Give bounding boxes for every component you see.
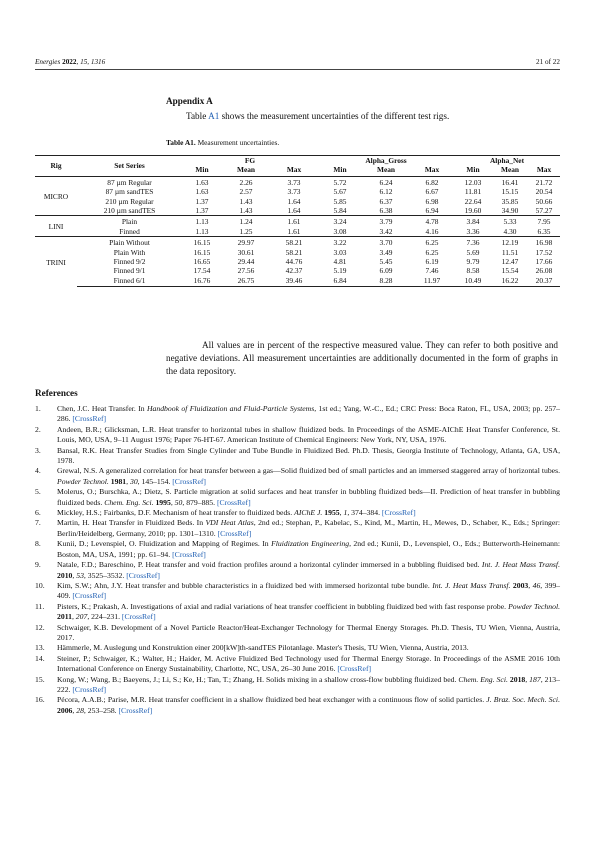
subcol-header: Max xyxy=(536,165,552,175)
value-cell: 11.97 xyxy=(410,276,454,287)
value-cell: 20.37 xyxy=(528,276,560,287)
value-cell: 3.79 xyxy=(362,216,410,227)
subcol-header: Mean xyxy=(500,165,520,175)
value-cell: 29.44 xyxy=(237,257,255,267)
group-header-alpha-gross: Alpha_Gross xyxy=(318,156,454,166)
value-cell: 16.41 xyxy=(492,176,528,187)
reference-item xyxy=(35,425,560,446)
value-cell: 11.51 xyxy=(501,247,519,257)
reference-item xyxy=(35,404,560,425)
rig-name-cell: TRINI xyxy=(35,237,77,287)
value-cell: 5.72 xyxy=(318,176,362,187)
journal-citation xyxy=(35,58,105,66)
value-cell: 4.81 xyxy=(333,257,347,267)
value-cell: 5.67 xyxy=(333,187,347,197)
reference-number: 5. xyxy=(35,487,41,497)
value-cell: 50.66 xyxy=(535,196,553,206)
reference-italic: Int. J. Heat Mass Transf. xyxy=(432,580,511,590)
reference-text: , xyxy=(339,508,344,518)
subcol-header: Mean xyxy=(376,165,396,175)
subcol-header: Min xyxy=(195,165,209,175)
value-cell: 26.08 xyxy=(535,266,553,276)
table-row xyxy=(35,187,560,196)
value-cell: 4.16 xyxy=(425,226,439,236)
reference-number: 6. xyxy=(35,508,41,518)
value-cell: 1.61 xyxy=(287,226,301,236)
appendix-text-after: shows the measurement uncertainties of the different test rigs. xyxy=(219,111,450,121)
reference-item xyxy=(35,675,560,696)
appendix-title: Appendix A xyxy=(166,96,213,106)
reference-text: Bansal, R.K. Heat Transfer Studies from Single Cylinder and Tube Bundle in Fluidized Bed. Ph.D. Thesis, Georgia Institute of Technology, Atlanta, GA, USA, 1978. xyxy=(57,445,560,466)
value-cell: 16.98 xyxy=(528,237,560,248)
value-cell: 27.56 xyxy=(237,266,255,276)
reference-year: 2011 xyxy=(57,612,72,622)
crossref-link[interactable]: [CrossRef] xyxy=(126,570,160,580)
reference-italic: AIChE J. xyxy=(294,508,323,518)
reference-text: Andeen, B.R.; Glicksman, L.R. Heat transfer to horizontal tubes in shallow fluidized beds. In Proceedings of the ASME-AIChE Heat Transfer Conference, St. Louis, MO, USA, 9–11 August 1976; Paper 76-HT-67. American Institute of Chemical Engineers: New York, NY, USA, 1976. xyxy=(57,424,560,445)
reference-italic: 53 xyxy=(76,570,84,580)
reference-item xyxy=(35,539,560,560)
reference-text: Molerus, O.; Burschka, A.; Dietz, S. Particle migration at solid surfaces and heat transfer in bubbling fluidized beds—II. Prediction of heat transfer in bubbling fluidized beds. xyxy=(57,487,560,507)
reference-item xyxy=(35,695,560,716)
set-series-cell: 210 µm Regular xyxy=(105,196,154,206)
reference-text: , 399–409. xyxy=(57,580,561,601)
uncertainty-table xyxy=(35,155,560,287)
value-cell: 11.81 xyxy=(464,187,482,197)
crossref-link[interactable]: [CrossRef] xyxy=(121,612,156,622)
reference-item xyxy=(35,466,560,487)
page-number: 21 of 22 xyxy=(536,58,560,66)
value-cell: 29.97 xyxy=(222,237,270,248)
value-cell: 3.22 xyxy=(318,237,362,248)
reference-item xyxy=(35,446,560,467)
reference-italic: Chem. Eng. Sci. xyxy=(104,497,154,507)
reference-text: Martin, H. Heat Transfer in Fluidized Beds. In xyxy=(57,518,206,528)
value-cell: 1.43 xyxy=(239,206,253,216)
crossref-link[interactable]: [CrossRef] xyxy=(216,497,251,507)
table-caption-text: Measurement uncertainties. xyxy=(195,138,280,147)
table-note: All values are in percent of the respective measured value. They can refer to both positive and negative deviations. All measurement uncertainties are additionally documented in the form of graphs in the data repository. xyxy=(166,340,558,376)
table-row xyxy=(35,276,560,287)
table-link[interactable]: A1 xyxy=(208,111,220,121)
value-cell: 3.03 xyxy=(333,247,347,257)
value-cell: 6.84 xyxy=(318,276,362,287)
rig-name-cell: LINI xyxy=(35,216,77,237)
value-cell: 5.84 xyxy=(333,206,347,216)
value-cell: 3.70 xyxy=(362,237,410,248)
table-header-row-1 xyxy=(35,156,560,166)
value-cell: 1.37 xyxy=(195,206,209,216)
value-cell: 6.67 xyxy=(425,187,439,197)
reference-text: , 213–222. xyxy=(57,674,560,694)
reference-italic: 28 xyxy=(76,705,84,715)
value-cell: 4.78 xyxy=(410,216,454,227)
value-cell: 20.54 xyxy=(535,187,553,197)
reference-text: Grewal, N.S. A generalized correlation for heat transfer between a gas—Solid fluidized bed of small particles and an immersed staggered array of horizontal tubes. xyxy=(57,466,560,476)
value-cell: 4.30 xyxy=(503,226,517,236)
reference-year: 2018 xyxy=(509,674,526,684)
value-cell: 6.38 xyxy=(379,206,393,216)
value-cell: 7.36 xyxy=(454,237,492,248)
reference-number: 9. xyxy=(35,560,41,570)
reference-year: 2010 xyxy=(57,570,73,580)
reference-text: , 3525–3532. xyxy=(83,570,127,580)
reference-year: 2006 xyxy=(57,705,73,715)
value-cell: 12.47 xyxy=(501,257,519,267)
value-cell: 7.95 xyxy=(528,216,560,227)
reference-text: , xyxy=(528,580,533,590)
value-cell: 5.69 xyxy=(466,247,480,257)
crossref-link[interactable]: [CrossRef] xyxy=(172,549,206,559)
value-cell: 39.46 xyxy=(270,276,318,287)
set-series-cell: Plain With xyxy=(113,247,146,257)
value-cell: 3.36 xyxy=(466,226,480,236)
value-cell: 1.61 xyxy=(270,216,318,227)
reference-italic: 1 xyxy=(343,508,348,518)
value-cell: 15.54 xyxy=(501,266,519,276)
reference-italic: J. Braz. Soc. Mech. Sci. xyxy=(486,695,560,705)
value-cell: 22.64 xyxy=(464,196,482,206)
reference-italic: 46 xyxy=(532,580,541,590)
reference-text: , xyxy=(525,674,530,684)
value-cell: 6.25 xyxy=(425,247,439,257)
crossref-link[interactable]: [CrossRef] xyxy=(381,508,416,518)
table-row xyxy=(35,197,560,206)
value-cell: 1.24 xyxy=(222,216,270,227)
value-cell: 5.19 xyxy=(333,266,347,276)
value-cell: 3.73 xyxy=(270,176,318,187)
reference-text: , 1st ed.; Yang, W.-C., Ed.; CRC Press: Boca Raton, FL, USA, 2003; pp. 257–286. xyxy=(57,404,560,424)
value-cell: 6.25 xyxy=(410,237,454,248)
value-cell: 44.76 xyxy=(285,257,303,267)
crossref-link[interactable]: [CrossRef] xyxy=(217,528,252,538)
reference-item xyxy=(35,643,560,653)
reference-number: 2. xyxy=(35,424,41,434)
value-cell: 12.19 xyxy=(492,237,528,248)
reference-year: 1955 xyxy=(324,508,340,518)
reference-number: 12. xyxy=(35,622,45,632)
reference-item xyxy=(35,518,560,539)
reference-number: 8. xyxy=(35,539,41,549)
value-cell: 1.63 xyxy=(195,187,209,197)
reference-italic: 50 xyxy=(174,497,183,507)
value-cell: 1.63 xyxy=(182,176,222,187)
reference-item xyxy=(35,508,560,518)
subcol-header: Max xyxy=(424,165,440,175)
reference-text: Pécora, A.A.B.; Parise, M.R. Heat transfer coefficient in a shallow fluidized bed heat exchanger with a continuous flow of solid particles. xyxy=(57,695,487,705)
reference-text: Chen, J.C. Heat Transfer. In xyxy=(57,404,147,413)
table-row xyxy=(35,257,560,266)
set-series-cell: Plain Without xyxy=(77,237,182,248)
crossref-link[interactable]: [CrossRef] xyxy=(337,664,372,674)
value-cell: 17.52 xyxy=(535,247,553,257)
value-cell: 5.45 xyxy=(379,257,393,267)
value-cell: 3.24 xyxy=(318,216,362,227)
reference-text: Pisters, K.; Prakash, A. Investigations of axial and radial variations of heat transfer coefficient in bubbling fluidized bed with fast response probe. xyxy=(57,601,509,611)
reference-text: , xyxy=(126,476,130,486)
value-cell: 6.12 xyxy=(379,187,393,197)
value-cell: 34.90 xyxy=(501,206,519,216)
value-cell: 6.35 xyxy=(537,226,551,236)
value-cell: 9.79 xyxy=(466,257,480,267)
value-cell: 42.37 xyxy=(285,266,303,276)
reference-number: 10. xyxy=(35,580,45,590)
value-cell: 5.33 xyxy=(492,216,528,227)
value-cell: 15.15 xyxy=(501,187,519,197)
value-cell: 1.64 xyxy=(287,206,301,216)
journal-year: 2022 xyxy=(62,58,77,66)
value-cell: 5.85 xyxy=(333,196,347,206)
set-series-cell: Finned 9/2 xyxy=(113,257,146,267)
reference-item xyxy=(35,560,560,581)
reference-item xyxy=(35,581,560,602)
references-list xyxy=(35,404,560,716)
table-caption xyxy=(166,138,279,147)
value-cell: 3.84 xyxy=(454,216,492,227)
crossref-link[interactable]: [CrossRef] xyxy=(72,414,107,424)
group-header-fg: FG xyxy=(182,156,318,166)
crossref-link[interactable]: [CrossRef] xyxy=(72,591,107,601)
reference-italic: 187 xyxy=(529,674,541,684)
value-cell: 1.13 xyxy=(182,216,222,227)
subcol-header: Max xyxy=(286,165,302,175)
table-row xyxy=(35,237,560,248)
reference-text: Kim, S.W.; Ahn, J.Y. Heat transfer and bubble characteristics in a fluidized bed with immersed horizontal tube bundle. xyxy=(57,580,433,590)
value-cell: 2.26 xyxy=(222,176,270,187)
set-series-cell: 87 µm sandTES xyxy=(105,187,154,197)
reference-text: , 145–154. xyxy=(137,476,173,486)
value-cell: 10.49 xyxy=(454,276,492,287)
reference-italic: 207 xyxy=(75,612,88,622)
reference-text: Steiner, P.; Schwaiger, K.; Walter, H.; Haider, M. Active Fluidized Bed Technology used for Thermal Energy Storage. In Proceedings of the ASME 2016 10th International Conference on Energy Sustainability, Charlotte, NC, USA, 26–30 June 2016. xyxy=(57,653,560,674)
value-cell: 1.25 xyxy=(239,226,253,236)
reference-year: 2003 xyxy=(512,580,529,590)
group-header-alpha-net: Alpha_Net xyxy=(454,156,560,166)
value-cell: 16.65 xyxy=(193,257,211,267)
journal-volume: , 15, 1316 xyxy=(76,58,106,66)
reference-text: , 224–231. xyxy=(87,612,122,622)
value-cell: 7.46 xyxy=(425,266,439,276)
reference-item xyxy=(35,654,560,675)
header-rule xyxy=(35,69,560,70)
reference-number: 13. xyxy=(35,643,45,653)
reference-number: 3. xyxy=(35,445,41,455)
table-row xyxy=(35,176,560,187)
value-cell: 16.15 xyxy=(182,237,222,248)
reference-italic: Fluidization Engineering xyxy=(271,539,350,549)
reference-text: , xyxy=(72,705,77,715)
value-cell: 12.03 xyxy=(454,176,492,187)
value-cell: 6.24 xyxy=(362,176,410,187)
subcol-header: Min xyxy=(466,165,480,175)
value-cell: 6.82 xyxy=(410,176,454,187)
value-cell: 3.73 xyxy=(287,187,301,197)
subcol-header: Min xyxy=(333,165,347,175)
value-cell: 8.28 xyxy=(362,276,410,287)
appendix-paragraph xyxy=(186,111,449,121)
reference-number: 11. xyxy=(35,601,45,611)
reference-italic: VDI Heat Atlas xyxy=(205,518,254,528)
crossref-link[interactable]: [CrossRef] xyxy=(72,684,107,694)
value-cell: 16.76 xyxy=(182,276,222,287)
table-row xyxy=(35,248,560,257)
value-cell: 16.22 xyxy=(492,276,528,287)
table-caption-label: Table A1. xyxy=(166,138,196,147)
reference-text: , 879–885. xyxy=(182,497,217,507)
reference-text: Schwaiger, K.B. Development of a Novel Particle Reactor/Heat-Exchanger Technology for Thermal Energy Storages. Ph.D. Thesis, TU Wien, Vienna, Austria, 2017. xyxy=(57,622,560,642)
value-cell: 2.57 xyxy=(239,187,253,197)
reference-text: , 374–384. xyxy=(347,508,382,518)
value-cell: 1.13 xyxy=(195,226,209,236)
value-cell: 16.15 xyxy=(193,247,211,257)
set-series-cell: 87 µm Regular xyxy=(77,176,182,187)
reference-italic: Chem. Eng. Sci. xyxy=(458,674,508,684)
table-row xyxy=(35,227,560,237)
reference-italic: Powder Technol. xyxy=(57,476,109,486)
reference-text: , 2nd ed.; Stephan, P., Kabelac, S., Kind, M., Martin, H., Mewes, D., Schaber, K., Eds.; Springer: Berlin/Heidelberg, Germany, 2010; pp. 1301–1310. xyxy=(57,518,560,538)
reference-text: Natale, F.D.; Bareschino, P. Heat transfer and void fraction profiles around a horizontal cylinder immersed in a bubbling fluidised bed. xyxy=(57,560,482,570)
reference-text: Hämmerle, M. Auslegung und Konstruktion einer 200[kW]th-sandTES Pilotanlage. Master's Thesis, TU Wien, Vienna, Austria, 2013. xyxy=(57,643,469,653)
value-cell: 3.42 xyxy=(379,226,393,236)
col-rig-header: Rig xyxy=(35,156,77,177)
reference-year: 1981 xyxy=(110,476,127,486)
crossref-link[interactable]: [CrossRef] xyxy=(172,476,206,486)
reference-number: 4. xyxy=(35,466,41,476)
value-cell: 35.85 xyxy=(501,196,519,206)
appendix-text-before: Table xyxy=(186,111,209,121)
set-series-cell: Finned xyxy=(119,226,140,236)
reference-text: , xyxy=(170,497,175,507)
value-cell: 58.21 xyxy=(270,237,318,248)
set-series-cell: Plain xyxy=(77,216,182,227)
reference-text: Kunii, D.; Levenspiel, O. Fluidization and Mapping of Regimes. In xyxy=(57,539,272,549)
reference-text: Mickley, H.S.; Fairbanks, D.F. Mechanism of heat transfer to fluidized beds. xyxy=(57,508,295,518)
reference-number: 14. xyxy=(35,653,45,663)
rig-name-cell: MICRO xyxy=(35,176,77,216)
set-series-cell: 210 µm sandTES xyxy=(103,206,156,216)
subcol-header: Mean xyxy=(236,165,256,175)
value-cell: 17.66 xyxy=(535,257,553,267)
reference-text: , 253–258. xyxy=(83,705,119,715)
value-cell: 6.09 xyxy=(379,266,393,276)
value-cell: 6.37 xyxy=(379,196,393,206)
reference-text: , xyxy=(71,612,76,622)
value-cell: 6.19 xyxy=(425,257,439,267)
table-row xyxy=(35,266,560,275)
reference-text: , xyxy=(72,570,77,580)
reference-italic: Handbook of Fluidization and Fluid-Particle Systems xyxy=(146,404,315,413)
value-cell: 57.27 xyxy=(535,206,553,216)
value-cell: 30.61 xyxy=(237,247,255,257)
crossref-link[interactable]: [CrossRef] xyxy=(118,705,153,715)
value-cell: 19.60 xyxy=(464,206,482,216)
reference-italic: Int. J. Heat Mass Transf. xyxy=(481,560,560,570)
reference-item xyxy=(35,487,560,508)
reference-text: Kong, W.; Wang, B.; Baeyens, J.; Li, S.; Ke, H.; Tan, T.; Zhang, H. Solids mixing in a shallow cross-flow bubbling fluidized bed. xyxy=(57,674,459,684)
value-cell: 1.64 xyxy=(287,196,301,206)
col-set-header: Set Series xyxy=(77,156,182,177)
journal-name: Energies xyxy=(35,58,61,66)
value-cell: 17.54 xyxy=(193,266,211,276)
value-cell: 3.49 xyxy=(379,247,393,257)
value-cell: 21.72 xyxy=(528,176,560,187)
value-cell: 8.58 xyxy=(466,266,480,276)
value-cell: 6.98 xyxy=(425,196,439,206)
value-cell: 1.43 xyxy=(239,196,253,206)
value-cell: 1.37 xyxy=(195,196,209,206)
value-cell: 3.08 xyxy=(333,226,347,236)
reference-year: 1995 xyxy=(155,497,171,507)
set-series-cell: Finned 6/1 xyxy=(77,276,182,287)
reference-number: 15. xyxy=(35,674,45,684)
reference-italic: Powder Technol. xyxy=(508,601,560,611)
value-cell: 58.21 xyxy=(285,247,303,257)
reference-italic: 30 xyxy=(129,476,138,486)
reference-number: 16. xyxy=(35,695,45,705)
reference-number: 1. xyxy=(35,404,41,413)
reference-text: , 2nd ed.; Kunii, D., Levenspiel, O., Eds.; Butterworth-Heinemann: Boston, MA, USA, 1991; pp. 61–94. xyxy=(57,539,560,559)
set-series-cell: Finned 9/1 xyxy=(113,266,146,276)
value-cell: 26.75 xyxy=(222,276,270,287)
table-row xyxy=(35,206,560,216)
reference-number: 7. xyxy=(35,518,41,528)
reference-item xyxy=(35,623,560,644)
references-title: References xyxy=(35,388,78,398)
table-row xyxy=(35,216,560,227)
value-cell: 6.94 xyxy=(425,206,439,216)
reference-item xyxy=(35,602,560,623)
